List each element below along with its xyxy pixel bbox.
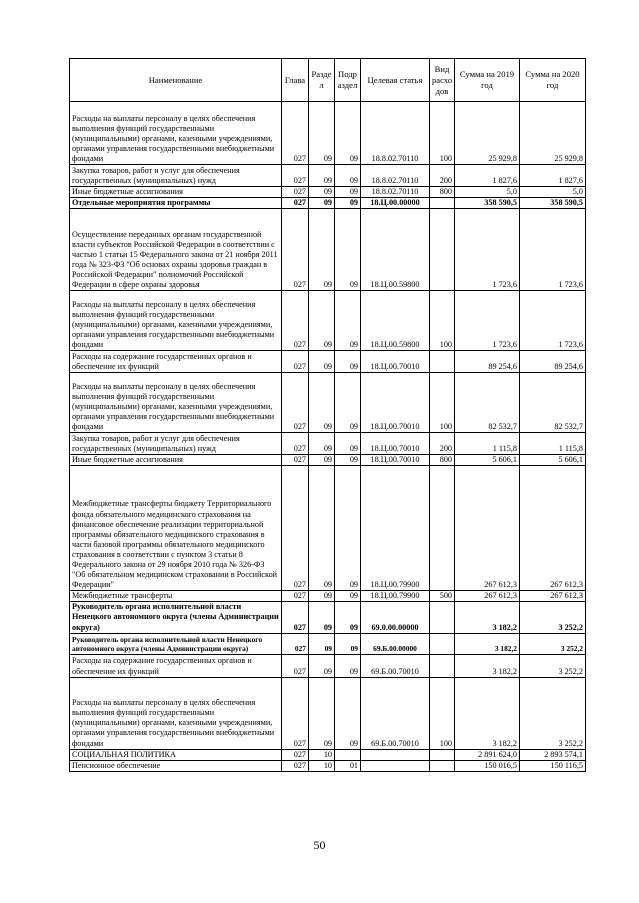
cell-podrazdel: 09 (335, 466, 361, 591)
cell-razdel: 09 (309, 165, 335, 187)
cell-name: Закупка товаров, работ и услуг для обеспечения государственных (муниципальных) нужд (70, 165, 282, 187)
cell-stat (361, 749, 430, 760)
cell-glava: 027 (282, 373, 309, 433)
cell-stat: 18.Ц.00.00000 (361, 198, 430, 209)
cell-podrazdel: 09 (335, 198, 361, 209)
cell-sum2019: 1 723,6 (455, 209, 520, 291)
cell-podrazdel: 09 (335, 351, 361, 373)
cell-podrazdel: 09 (335, 102, 361, 165)
cell-sum2020: 1 115,8 (520, 433, 586, 455)
cell-vid (430, 760, 455, 771)
cell-name: Пенсионное обеспечение (70, 760, 282, 771)
cell-podrazdel (335, 749, 361, 760)
cell-podrazdel: 09 (335, 291, 361, 351)
cell-stat: 69.Б.00.70010 (361, 677, 430, 749)
cell-stat: 18.Ц.00.70010 (361, 433, 430, 455)
cell-glava: 027 (282, 291, 309, 351)
table-row (70, 291, 586, 351)
cell-sum2019: 5,0 (455, 187, 520, 198)
col-header-sum2019: Сумма на 2019 год (455, 59, 520, 102)
cell-sum2020: 150 116,5 (520, 760, 586, 771)
cell-razdel: 09 (309, 433, 335, 455)
table-row (70, 102, 586, 165)
cell-name: Руководитель органа исполнительной власти Ненецкого автономного округа (члены Администрации округа) (70, 633, 282, 654)
cell-glava: 027 (282, 165, 309, 187)
cell-sum2019: 3 182,2 (455, 633, 520, 654)
cell-vid: 800 (430, 187, 455, 198)
cell-razdel: 09 (309, 591, 335, 602)
table-row (70, 455, 586, 466)
cell-glava: 027 (282, 602, 309, 633)
cell-razdel: 09 (309, 198, 335, 209)
col-header-stat: Целевая статья (361, 59, 430, 102)
cell-glava: 027 (282, 633, 309, 654)
cell-sum2019: 267 612,3 (455, 591, 520, 602)
cell-podrazdel: 09 (335, 187, 361, 198)
cell-sum2019: 1 723,6 (455, 291, 520, 351)
cell-sum2020: 89 254,6 (520, 351, 586, 373)
cell-name: Отдельные мероприятия программы (70, 198, 282, 209)
cell-vid: 800 (430, 455, 455, 466)
cell-name: Расходы на выплаты персоналу в целях обеспечения выполнения функций государственными (муниципальными) органами, казенными учреждениями, органами управления государственными внебюджетными фондами (70, 373, 282, 433)
cell-sum2020: 1 723,6 (520, 291, 586, 351)
cell-podrazdel: 09 (335, 433, 361, 455)
col-header-razdel: Разде л (309, 59, 335, 102)
cell-glava: 027 (282, 351, 309, 373)
cell-podrazdel: 09 (335, 677, 361, 749)
cell-razdel: 10 (309, 749, 335, 760)
cell-sum2019: 5 606,1 (455, 455, 520, 466)
cell-vid (430, 209, 455, 291)
cell-stat: 18.Ц.00.79900 (361, 591, 430, 602)
cell-sum2019: 3 182,2 (455, 677, 520, 749)
budget-table (69, 58, 586, 772)
cell-sum2019: 358 590,5 (455, 198, 520, 209)
cell-razdel: 10 (309, 760, 335, 771)
cell-glava: 027 (282, 198, 309, 209)
cell-vid (430, 351, 455, 373)
cell-glava: 027 (282, 466, 309, 591)
cell-sum2020: 5 606,1 (520, 455, 586, 466)
cell-podrazdel: 09 (335, 591, 361, 602)
cell-name: Иные бюджетные ассигнования (70, 455, 282, 466)
table-row (70, 198, 586, 209)
cell-name: Расходы на содержание государственных органов и обеспечение их функций (70, 351, 282, 373)
cell-sum2020: 2 893 574,1 (520, 749, 586, 760)
table-row (70, 209, 586, 291)
cell-vid (430, 602, 455, 633)
cell-name: Расходы на выплаты персоналу в целях обеспечения выполнения функций государственными (муниципальными) органами, казенными учреждениями, органами управления государственными внебюджетными фондами (70, 677, 282, 749)
cell-glava: 027 (282, 187, 309, 198)
col-header-name: Наименование (70, 59, 282, 102)
cell-name: Закупка товаров, работ и услуг для обеспечения государственных (муниципальных) нужд (70, 433, 282, 455)
cell-vid (430, 198, 455, 209)
cell-razdel: 09 (309, 455, 335, 466)
cell-glava: 027 (282, 209, 309, 291)
cell-sum2019: 25 929,8 (455, 102, 520, 165)
cell-vid: 100 (430, 677, 455, 749)
cell-sum2020: 3 252,2 (520, 602, 586, 633)
cell-vid: 100 (430, 373, 455, 433)
table-row (70, 187, 586, 198)
cell-podrazdel: 09 (335, 654, 361, 677)
table-row (70, 749, 586, 760)
cell-stat: 18.8.02.70110 (361, 102, 430, 165)
cell-stat: 18.Ц.00.59800 (361, 291, 430, 351)
cell-sum2020: 5,0 (520, 187, 586, 198)
table-row (70, 654, 586, 677)
cell-podrazdel: 09 (335, 633, 361, 654)
cell-razdel: 09 (309, 602, 335, 633)
cell-glava: 027 (282, 654, 309, 677)
cell-name: Расходы на выплаты персоналу в целях обеспечения выполнения функций государственными (муниципальными) органами, казенными учреждениями, органами управления государственными внебюджетными фондами (70, 102, 282, 165)
cell-vid (430, 466, 455, 591)
cell-sum2020: 267 612,3 (520, 466, 586, 591)
cell-razdel: 09 (309, 633, 335, 654)
cell-sum2019: 1 827,6 (455, 165, 520, 187)
cell-sum2019: 2 891 624,0 (455, 749, 520, 760)
cell-razdel: 09 (309, 654, 335, 677)
cell-sum2020: 3 252,2 (520, 633, 586, 654)
cell-podrazdel: 09 (335, 455, 361, 466)
cell-sum2020: 358 590,5 (520, 198, 586, 209)
cell-stat: 18.8.02.70110 (361, 187, 430, 198)
table-row (70, 165, 586, 187)
cell-stat (361, 760, 430, 771)
cell-podrazdel: 09 (335, 602, 361, 633)
cell-sum2019: 1 115,8 (455, 433, 520, 455)
cell-stat: 18.8.02.70110 (361, 165, 430, 187)
cell-sum2019: 267 612,3 (455, 466, 520, 591)
cell-vid (430, 749, 455, 760)
cell-podrazdel: 09 (335, 209, 361, 291)
cell-stat: 18.Ц.00.70010 (361, 455, 430, 466)
cell-vid: 500 (430, 591, 455, 602)
cell-sum2020: 1 827,6 (520, 165, 586, 187)
cell-razdel: 09 (309, 291, 335, 351)
cell-stat: 69.Б.00.70010 (361, 654, 430, 677)
cell-sum2020: 1 723,6 (520, 209, 586, 291)
cell-name: Расходы на выплаты персоналу в целях обеспечения выполнения функций государственными (муниципальными) органами, казенными учреждениями, органами управления государственными внебюджетными фондами (70, 291, 282, 351)
cell-vid: 100 (430, 102, 455, 165)
table-row (70, 466, 586, 591)
table-row (70, 433, 586, 455)
cell-glava: 027 (282, 749, 309, 760)
cell-podrazdel: 09 (335, 373, 361, 433)
cell-razdel: 09 (309, 102, 335, 165)
cell-sum2020: 25 929,8 (520, 102, 586, 165)
cell-sum2020: 3 252,2 (520, 677, 586, 749)
cell-name: Осуществление переданных органам государственной власти субъектов Российской Федерации в соответствии с частью 1 статьи 15 Федерального закона от 21 ноября 2011 года № 323-ФЗ "Об основах охраны здоровья граждан в Российской Федерации" полномочий Российской Федерации в сфере охраны здоровья (70, 209, 282, 291)
cell-stat: 69.0.00.00000 (361, 602, 430, 633)
cell-stat: 69.Б.00.00000 (361, 633, 430, 654)
cell-sum2019: 150 016,5 (455, 760, 520, 771)
cell-sum2019: 3 182,2 (455, 602, 520, 633)
table-row (70, 633, 586, 654)
table-row (70, 602, 586, 633)
cell-razdel: 09 (309, 677, 335, 749)
cell-razdel: 09 (309, 351, 335, 373)
table-row (70, 760, 586, 771)
cell-name: СОЦИАЛЬНАЯ ПОЛИТИКА (70, 749, 282, 760)
cell-vid: 100 (430, 291, 455, 351)
table-row (70, 351, 586, 373)
page-number: 50 (313, 838, 326, 852)
cell-glava: 027 (282, 591, 309, 602)
table-row (70, 373, 586, 433)
cell-podrazdel: 01 (335, 760, 361, 771)
cell-glava: 027 (282, 760, 309, 771)
cell-sum2020: 82 532,7 (520, 373, 586, 433)
table-row (70, 677, 586, 749)
col-header-glava: Глава (282, 59, 309, 102)
cell-glava: 027 (282, 102, 309, 165)
table-header-row (70, 59, 586, 102)
cell-vid: 200 (430, 433, 455, 455)
col-header-podrazdel: Подр аздел (335, 59, 361, 102)
col-header-vid: Вид расхо дов (430, 59, 455, 102)
cell-stat: 18.Ц.00.59800 (361, 209, 430, 291)
cell-sum2019: 89 254,6 (455, 351, 520, 373)
cell-name: Межбюджетные трансферты (70, 591, 282, 602)
cell-glava: 027 (282, 677, 309, 749)
cell-razdel: 09 (309, 209, 335, 291)
table-body (70, 102, 586, 772)
cell-razdel: 09 (309, 187, 335, 198)
cell-razdel: 09 (309, 466, 335, 591)
cell-sum2019: 82 532,7 (455, 373, 520, 433)
cell-razdel: 09 (309, 373, 335, 433)
cell-vid (430, 654, 455, 677)
cell-sum2020: 3 252,2 (520, 654, 586, 677)
cell-name: Межбюджетные трансферты бюджету Территориального фонда обязательного медицинского страхования на финансовое обеспечение реализации территориальной программы обязательного медицинского страхования в части базовой программы обязательного медицинского страхования в соответствии с пунктом 3 статьи 8 Федерального закона от 29 ноября 2010 года № 326-ФЗ "Об обязательном медицинском страховании в Российской Федерации" (70, 466, 282, 591)
cell-stat: 18.Ц.00.70010 (361, 373, 430, 433)
cell-stat: 18.Ц.00.79900 (361, 466, 430, 591)
cell-vid (430, 633, 455, 654)
cell-sum2020: 267 612,3 (520, 591, 586, 602)
cell-glava: 027 (282, 455, 309, 466)
col-header-sum2020: Сумма на 2020 год (520, 59, 586, 102)
cell-stat: 18.Ц.00.70010 (361, 351, 430, 373)
table-row (70, 591, 586, 602)
cell-glava: 027 (282, 433, 309, 455)
cell-sum2019: 3 182,2 (455, 654, 520, 677)
cell-name: Иные бюджетные ассигнования (70, 187, 282, 198)
cell-podrazdel: 09 (335, 165, 361, 187)
cell-name: Руководитель органа исполнительной власти Ненецкого автономного округа (члены Администрации округа) (70, 602, 282, 633)
cell-name: Расходы на содержание государственных органов и обеспечение их функций (70, 654, 282, 677)
cell-vid: 200 (430, 165, 455, 187)
